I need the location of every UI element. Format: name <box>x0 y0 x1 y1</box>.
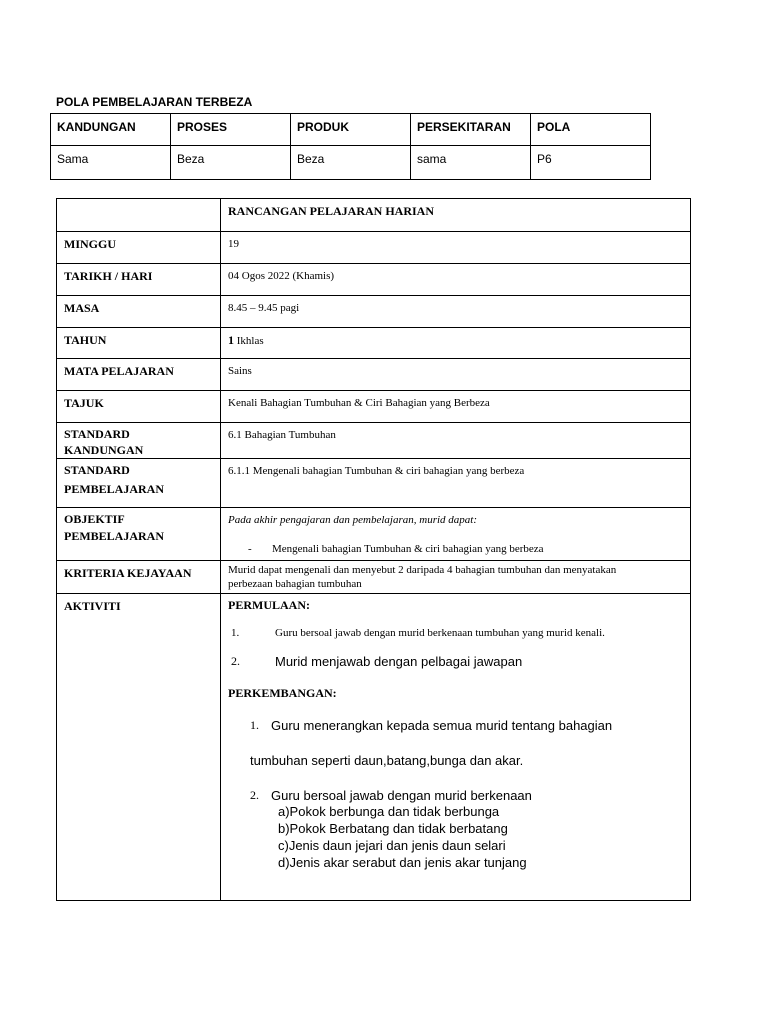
perkembangan-item-2-text: Guru bersoal jawab dengan murid berkenaan <box>271 787 532 803</box>
perkembangan-heading: PERKEMBANGAN: <box>228 686 337 701</box>
masa-value: 8.45 – 9.45 pagi <box>221 296 691 328</box>
pola-value-kandungan: Sama <box>51 146 171 180</box>
standard-pembelajaran-value: 6.1.1 Mengenali bahagian Tumbuhan & ciri bahagian yang berbeza <box>221 459 691 508</box>
subitem-b: b)Pokok Berbatang dan tidak berbatang <box>278 821 508 837</box>
objektif-label <box>57 508 221 561</box>
perkembangan-item-1-number: 1. <box>250 717 259 732</box>
aktiviti-label: AKTIVITI <box>57 594 221 901</box>
standard-pembelajaran-label-line1: STANDARD <box>64 463 130 478</box>
objektif-dash: - <box>248 542 252 555</box>
rph-heading-row <box>57 199 691 232</box>
tahun-number: 1 <box>228 333 234 347</box>
permulaan-item-2-text: Murid menjawab dengan pelbagai jawapan <box>275 654 523 670</box>
subitem-a: a)Pokok berbunga dan tidak berbunga <box>278 804 500 820</box>
pola-header-row <box>51 114 651 146</box>
row-standard-pembelajaran <box>57 459 691 508</box>
permulaan-heading: PERMULAAN: <box>228 598 310 613</box>
tarikh-label: TARIKH / HARI <box>57 264 221 296</box>
row-tarikh <box>57 264 691 296</box>
masa-label: MASA <box>57 296 221 328</box>
subitem-d: d)Jenis akar serabut dan jenis akar tunjang <box>278 855 527 871</box>
permulaan-item-2-number: 2. <box>231 654 240 669</box>
rph-heading-empty-cell <box>57 199 221 232</box>
perkembangan-item-2-subitems <box>228 804 684 872</box>
row-minggu <box>57 232 691 264</box>
objektif-item-text: Mengenali bahagian Tumbuhan & ciri bahagian yang berbeza <box>272 542 544 555</box>
permulaan-item-2 <box>228 654 684 671</box>
objektif-label-line2: PEMBELAJARAN <box>64 528 165 543</box>
row-mata-pelajaran <box>57 359 691 391</box>
row-tajuk <box>57 391 691 423</box>
subitem-c: c)Jenis daun jejari dan jenis daun selari <box>278 838 506 854</box>
standard-pembelajaran-label-line2: PEMBELAJARAN <box>64 481 165 496</box>
standard-kandungan-value: 6.1 Bahagian Tumbuhan <box>221 423 691 459</box>
tahun-label: TAHUN <box>57 328 221 359</box>
objektif-label-line1: OBJEKTIF <box>64 512 125 527</box>
pola-value-produk: Beza <box>291 146 411 180</box>
standard-kandungan-label-line1: STANDARD <box>64 427 130 441</box>
pola-value-row <box>51 146 651 180</box>
row-objektif <box>57 508 691 561</box>
permulaan-item-1 <box>228 626 684 640</box>
pola-header-produk: PRODUK <box>291 114 411 146</box>
row-kriteria <box>57 561 691 594</box>
perkembangan-item-2 <box>228 788 684 805</box>
standard-kandungan-label-line2: KANDUNGAN <box>64 443 144 458</box>
objektif-item <box>228 542 684 556</box>
pola-header-pola: POLA <box>531 114 651 146</box>
permulaan-item-1-text: Guru bersoal jawab dengan murid berkenaan tumbuhan yang murid kenali. <box>275 626 605 639</box>
perkembangan-item-1-continued: tumbuhan seperti daun,batang,bunga dan akar. <box>250 752 524 768</box>
kriteria-value <box>221 561 691 594</box>
objektif-intro: Pada akhir pengajaran dan pembelajaran, murid dapat: <box>228 514 478 527</box>
kriteria-line2: perbezaan bahagian tumbuhan <box>228 577 362 590</box>
row-tahun <box>57 328 691 359</box>
row-masa <box>57 296 691 328</box>
perkembangan-item-1 <box>228 718 684 735</box>
standard-kandungan-label <box>57 423 221 459</box>
pola-header-persekitaran: PERSEKITARAN <box>411 114 531 146</box>
minggu-label: MINGGU <box>57 232 221 264</box>
perkembangan-item-2-number: 2. <box>250 787 259 802</box>
row-standard-kandungan <box>57 423 691 459</box>
rph-table <box>56 198 691 901</box>
tajuk-value: Kenali Bahagian Tumbuhan & Ciri Bahagian yang Berbeza <box>221 391 691 423</box>
document-title: POLA PEMBELAJARAN TERBEZA <box>56 95 253 109</box>
mata-pelajaran-label: MATA PELAJARAN <box>57 359 221 391</box>
tajuk-label: TAJUK <box>57 391 221 423</box>
mata-pelajaran-value: Sains <box>221 359 691 391</box>
aktiviti-value <box>221 594 691 901</box>
kriteria-label: KRITERIA KEJAYAAN <box>57 561 221 594</box>
pola-value-persekitaran: sama <box>411 146 531 180</box>
rph-heading: RANCANGAN PELAJARAN HARIAN <box>221 199 691 232</box>
permulaan-item-1-number: 1. <box>231 626 240 639</box>
objektif-value <box>221 508 691 561</box>
minggu-value: 19 <box>221 232 691 264</box>
pola-table <box>50 113 651 180</box>
kriteria-line1: Murid dapat mengenali dan menyebut 2 daripada 4 bahagian tumbuhan dan menyatakan <box>228 564 617 577</box>
pola-value-proses: Beza <box>171 146 291 180</box>
row-aktiviti <box>57 594 691 901</box>
tarikh-value: 04 Ogos 2022 (Khamis) <box>221 264 691 296</box>
pola-value-pola: P6 <box>531 146 651 180</box>
tahun-value <box>221 328 691 359</box>
pola-header-proses: PROSES <box>171 114 291 146</box>
tahun-kelas: Ikhlas <box>236 335 264 347</box>
pola-header-kandungan: KANDUNGAN <box>51 114 171 146</box>
perkembangan-item-1-text: Guru menerangkan kepada semua murid tentang bahagian <box>271 717 613 733</box>
standard-pembelajaran-label <box>57 459 221 508</box>
